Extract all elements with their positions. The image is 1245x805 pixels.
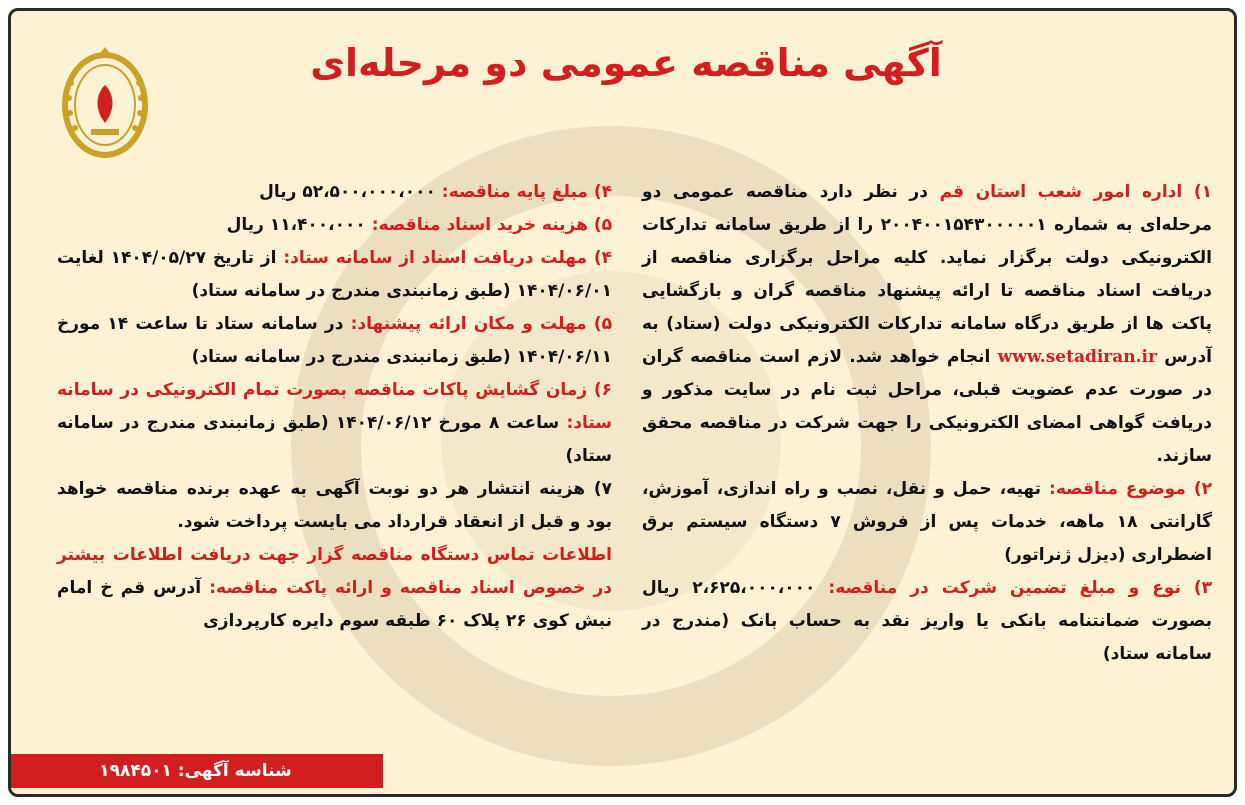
item-text-cont: انجام خواهد شد. لازم است مناقصه گران در صورت عدم عضویت قبلی، مراحل ثبت نام در سایت مذکور و دریافت گواهی امضای الکترونیکی را جهت شرکت در مناقصه محقق سازند. xyxy=(642,347,1212,466)
item-text: تهیه، حمل و نقل، نصب و راه اندازی، آموزش، گارانتی ۱۸ ماهه، خدمات پس از فروش ۷ دستگاه سیستم برق اضطراری (دیزل ژنراتور) xyxy=(642,479,1213,565)
item-text: ۲،۶۲۵،۰۰۰،۰۰۰ ریال بصورت ضمانتنامه بانکی یا واریز نقد به حساب بانک (مندرج در سامانه ستاد) xyxy=(642,578,1212,664)
item-text: در سامانه ستاد تا ساعت ۱۴ مورخ ۱۴۰۴/۰۶/۱۱ (طبق زمانبندی مندرج در سامانه ستاد) xyxy=(57,314,612,367)
item-6-opening-time xyxy=(57,374,612,473)
item-submission-deadline xyxy=(57,308,612,374)
item-text: در نظر دارد مناقصه عمومی دو مرحله‌ای به شماره ۲۰۰۴۰۰۱۵۴۳۰۰۰۰۰۱ را از طریق سامانه تدارکات الکترونیکی دولت برگزار نماید. کلیه مراحل برگزاری مناقصه از دریافت اسناد مناقصه تا ارائه پیشنهاد مناقصه گران و بازگشایی پاکت ها از طریق درگاه سامانه تدارکات الکترونیکی دولت (ستاد) به آدرس xyxy=(642,182,1213,367)
item-label: ۱) اداره امور شعب استان قم xyxy=(939,182,1212,202)
item-label: ۴) مهلت دریافت اسناد از سامانه ستاد: xyxy=(283,248,612,268)
item-2 xyxy=(642,473,1212,572)
item-label: ۶) زمان گشایش پاکات مناقصه بصورت تمام الکترونیکی در سامانه ستاد: xyxy=(57,380,613,433)
left-column xyxy=(57,176,612,638)
bank-melli-emblem-icon xyxy=(61,43,149,161)
item-text: ساعت ۸ مورخ ۱۴۰۴/۰۶/۱۲ (طبق زمانبندی مندرج در سامانه ستاد) xyxy=(57,413,612,466)
item-label: ۳) نوع و مبلغ تضمین شرکت در مناقصه: xyxy=(828,578,1212,598)
website-link[interactable]: www.setadiran.ir xyxy=(997,347,1157,367)
item-label: ۲) موضوع مناقصه: xyxy=(1049,479,1213,499)
item-contact-info xyxy=(57,539,612,638)
item-text: ۱۱،۴۰۰،۰۰۰ ریال xyxy=(226,215,372,235)
item-label: ۴) مبلغ پایه مناقصه: xyxy=(441,182,612,202)
page-title: آگهی مناقصه عمومی دو مرحله‌ای xyxy=(310,41,942,85)
item-label: اطلاعات تماس دستگاه مناقصه گزار جهت دریافت اطلاعات بیشتر در خصوص اسناد مناقصه و ارائه پاکت مناقصه: xyxy=(57,545,612,598)
item-5-docs-fee xyxy=(57,209,612,242)
item-7-publication-cost xyxy=(57,473,612,539)
item-text: ۷) هزینه انتشار هر دو نوبت آگهی به عهده برنده مناقصه خواهد بود و قبل از انعقاد قرارداد می بایست پرداخت شود. xyxy=(57,479,612,532)
item-label: ۵) مهلت و مکان ارائه پیشنهاد: xyxy=(350,314,612,334)
item-docs-deadline xyxy=(57,242,612,308)
item-text: از تاریخ ۱۴۰۴/۰۵/۲۷ لغایت ۱۴۰۴/۰۶/۰۱ (طبق زمانبندی مندرج در سامانه ستاد) xyxy=(57,248,612,301)
ad-id-badge: شناسه آگهی: ۱۹۸۴۵۰۱ xyxy=(8,754,383,788)
ad-frame xyxy=(8,8,1237,797)
item-label: ۵) هزینه خرید اسناد مناقصه: xyxy=(371,215,612,235)
right-column xyxy=(642,176,1212,671)
item-text: آدرس قم خ امام نبش کوی ۲۶ پلاک ۶۰ طبقه سوم دایره کارپردازی xyxy=(57,578,612,631)
item-3 xyxy=(642,572,1212,671)
item-text: ۵۲،۵۰۰،۰۰۰،۰۰۰ ریال xyxy=(259,182,442,202)
item-1 xyxy=(642,176,1212,473)
item-4-base-price xyxy=(57,176,612,209)
